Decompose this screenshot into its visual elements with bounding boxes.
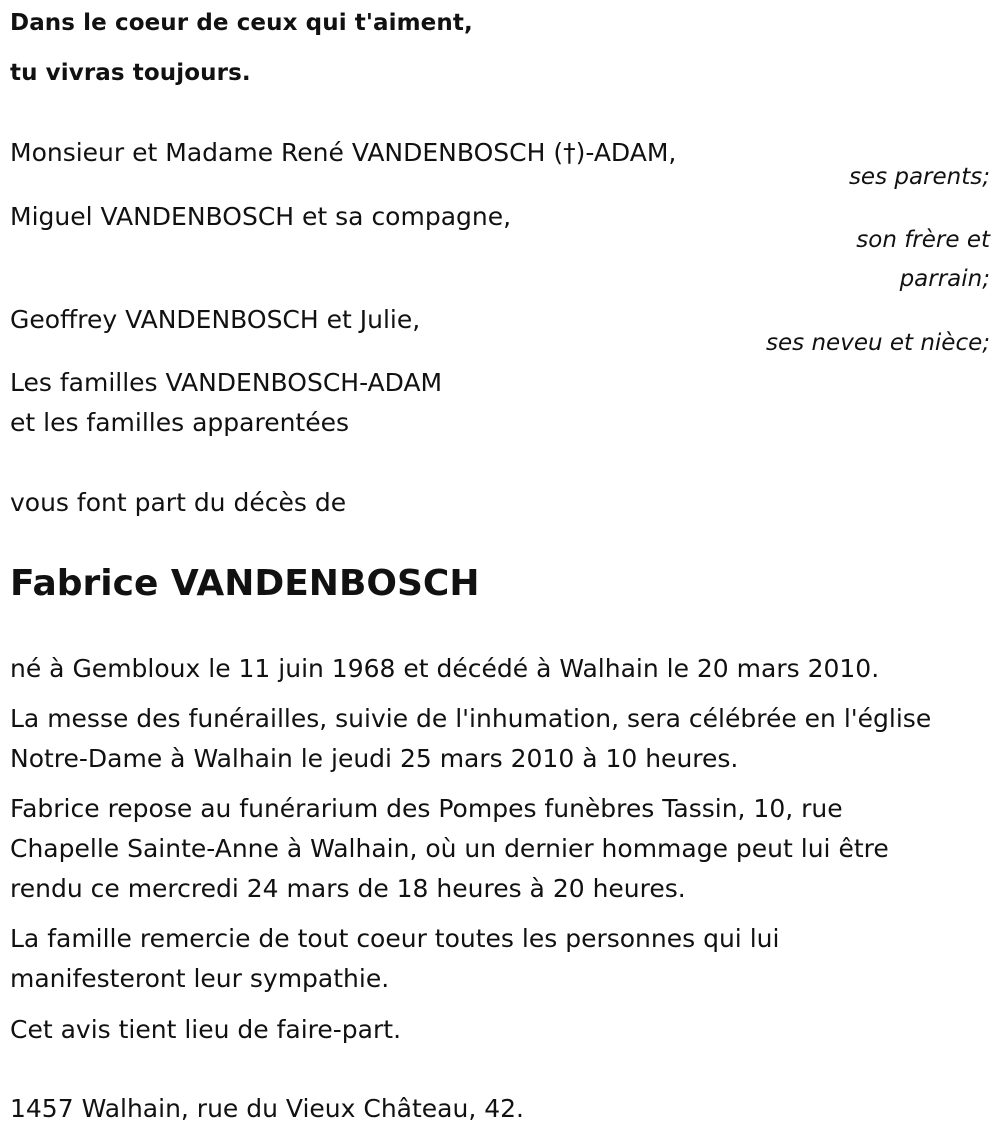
announcement: vous font part du décès de [10,488,347,517]
notice-text: Cet avis tient lieu de faire-part. [10,1015,402,1044]
families-line-2: et les familles apparentées [10,408,350,437]
funeral-paragraph [10,699,931,779]
epigraph-line-1: Dans le coeur de ceux qui t'aiment, [10,10,473,36]
family-parents: Monsieur et Madame René VANDENBOSCH (†)-ADAM, [10,138,677,167]
family-nephew: Geoffrey VANDENBOSCH et Julie, [10,305,421,334]
family-brother: Miguel VANDENBOSCH et sa compagne, [10,202,512,231]
viewing-line-3: rendu ce mercredi 24 mars de 18 heures à 20 heures. [10,874,686,903]
relation-nephew: ses neveu et nièce; [766,330,990,356]
viewing-paragraph [10,789,889,909]
birth-death-details: né à Gembloux le 11 juin 1968 et décédé à Walhain le 20 mars 2010. [10,654,880,683]
viewing-line-1: Fabrice repose au funérarium des Pompes funèbres Tassin, 10, rue [10,794,843,823]
thanks-line-2: manifesteront leur sympathie. [10,964,390,993]
deceased-name: Fabrice VANDENBOSCH [10,563,480,604]
address: 1457 Walhain, rue du Vieux Château, 42. [10,1094,525,1123]
relation-parents: ses parents; [848,164,990,190]
funeral-line-2: Notre-Dame à Walhain le jeudi 25 mars 2010 à 10 heures. [10,744,739,773]
relation-brother-line-2: parrain; [899,266,990,292]
funeral-line-1: La messe des funérailles, suivie de l'inhumation, sera célébrée en l'église [10,704,932,733]
thanks-paragraph [10,919,779,999]
relation-brother-line-1: son frère et [856,227,990,253]
viewing-line-2: Chapelle Sainte-Anne à Walhain, où un dernier hommage peut lui être [10,834,889,863]
thanks-line-1: La famille remercie de tout coeur toutes les personnes qui lui [10,924,780,953]
epigraph-line-2: tu vivras toujours. [10,60,251,86]
families-line-1: Les familles VANDENBOSCH-ADAM [10,368,443,397]
